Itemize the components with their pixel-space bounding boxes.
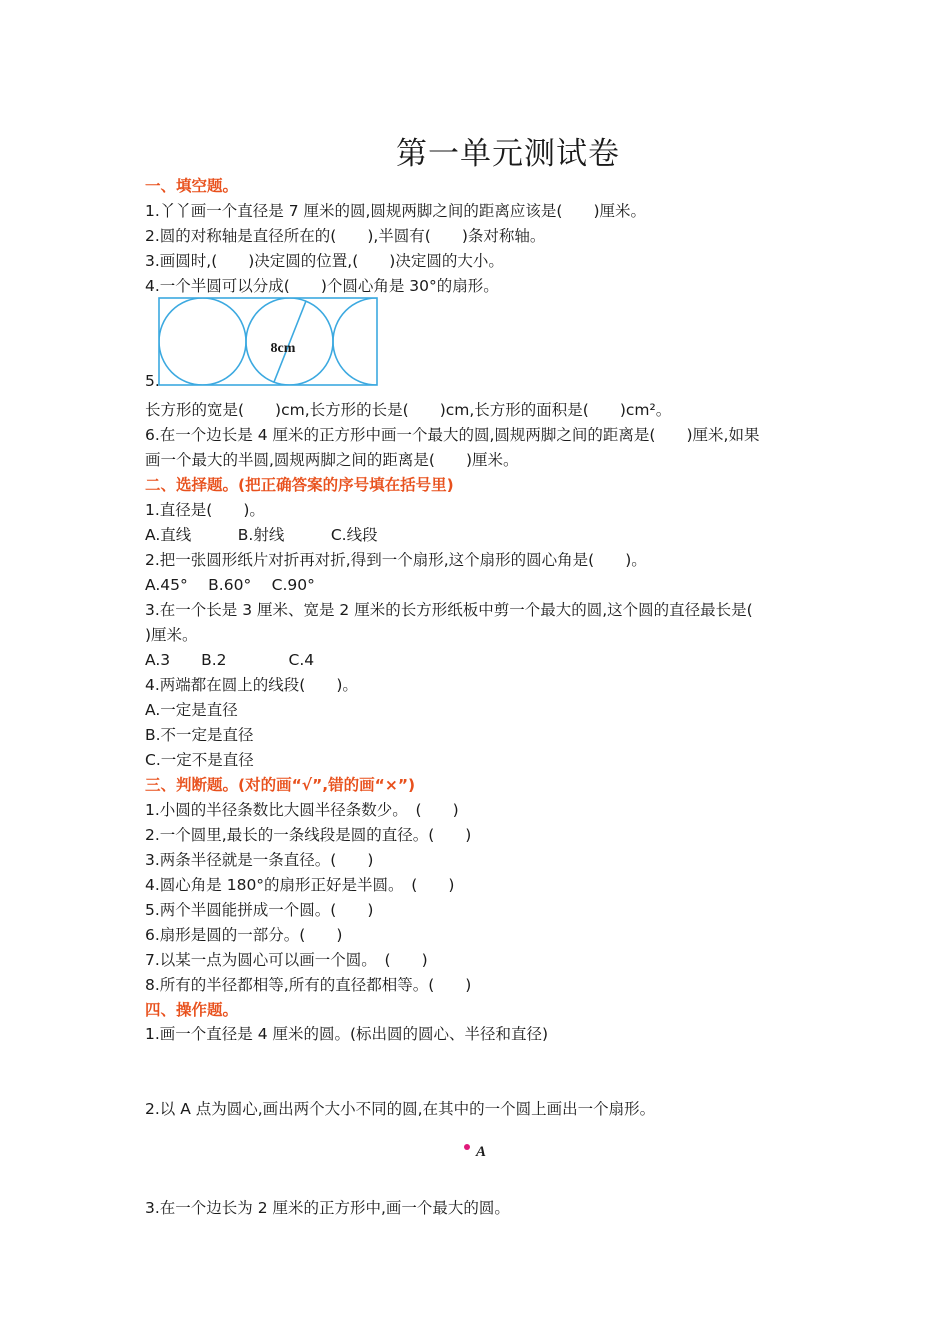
judge-item: 1.小圆的半径条数比大圆半径条数少。 ( ): [145, 801, 459, 819]
section-heading-judge: 三、判断题。(对的画“√”,错的画“×”): [145, 776, 416, 794]
point-a-label: A: [476, 1144, 487, 1160]
judge-item: 5.两个半圆能拼成一个圆。( ): [145, 901, 374, 919]
question-2-3-options: A.3 B.2 C.4: [145, 651, 315, 669]
question-2-4-option-a: A.一定是直径: [145, 701, 238, 719]
question-2-1: 1.直径是( )。: [145, 501, 265, 519]
judge-item: 2.一个圆里,最长的一条线段是圆的直径。( ): [145, 826, 472, 844]
judge-item: 6.扇形是圆的一部分。( ): [145, 926, 343, 944]
figure-diameter-label: 8cm: [270, 341, 296, 356]
question-1-1: 1.丫丫画一个直径是 7 厘米的圆,圆规两脚之间的距离应该是( )厘米。: [145, 202, 647, 220]
question-1-5-number: 5.: [145, 372, 160, 390]
page-title: 第一单元测试卷: [396, 136, 620, 172]
question-2-2-options: A.45° B.60° C.90°: [145, 576, 315, 594]
question-1-4: 4.一个半圆可以分成( )个圆心角是 30°的扇形。: [145, 277, 499, 295]
question-2-4-option-c: C.一定不是直径: [145, 751, 254, 769]
question-2-1-options: A.直线 B.射线 C.线段: [145, 526, 378, 544]
figure-half-circle-right: [333, 298, 381, 385]
question-1-2: 2.圆的对称轴是直径所在的( ),半圆有( )条对称轴。: [145, 227, 546, 245]
judge-item: 3.两条半径就是一条直径。( ): [145, 851, 374, 869]
question-4-3: 3.在一个边长为 2 厘米的正方形中,画一个最大的圆。: [145, 1199, 510, 1217]
point-a-dot: [464, 1144, 470, 1150]
question-2-3-line2: )厘米。: [145, 626, 198, 644]
question-2-4: 4.两端都在圆上的线段( )。: [145, 676, 358, 694]
point-a-marker: [462, 1140, 492, 1160]
judge-item: 7.以某一点为圆心可以画一个圆。 ( ): [145, 951, 428, 969]
question-4-1: 1.画一个直径是 4 厘米的圆。(标出圆的圆心、半径和直径): [145, 1025, 549, 1043]
judge-item: 8.所有的半径都相等,所有的直径都相等。( ): [145, 976, 472, 994]
question-2-4-option-b: B.不一定是直径: [145, 726, 254, 744]
question-1-5: 长方形的宽是( )cm,长方形的长是( )cm,长方形的面积是( )cm²。: [145, 401, 672, 419]
figure-rectangle: [159, 298, 377, 385]
question-2-2: 2.把一张圆形纸片对折再对折,得到一个扇形,这个扇形的圆心角是( )。: [145, 551, 647, 569]
section-heading-fill-blank: 一、填空题。: [145, 177, 239, 195]
question-1-6-line1: 6.在一个边长是 4 厘米的正方形中画一个最大的圆,圆规两脚之间的距离是( )厘米,如果: [145, 426, 760, 444]
section-heading-choice: 二、选择题。(把正确答案的序号填在括号里): [145, 476, 454, 494]
question-1-6-line2: 画一个最大的半圆,圆规两脚之间的距离是( )厘米。: [145, 451, 519, 469]
figure-circle-left: [159, 298, 246, 385]
question-2-3-line1: 3.在一个长是 3 厘米、宽是 2 厘米的长方形纸板中剪一个最大的圆,这个圆的直径最长是(: [145, 601, 753, 619]
question-1-3: 3.画圆时,( )决定圆的位置,( )决定圆的大小。: [145, 252, 504, 270]
judge-item: 4.圆心角是 180°的扇形正好是半圆。 ( ): [145, 876, 455, 894]
rectangle-circles-figure: [157, 296, 381, 390]
section-heading-operation: 四、操作题。: [145, 1001, 239, 1019]
question-4-2: 2.以 A 点为圆心,画出两个大小不同的圆,在其中的一个圆上画出一个扇形。: [145, 1100, 656, 1118]
